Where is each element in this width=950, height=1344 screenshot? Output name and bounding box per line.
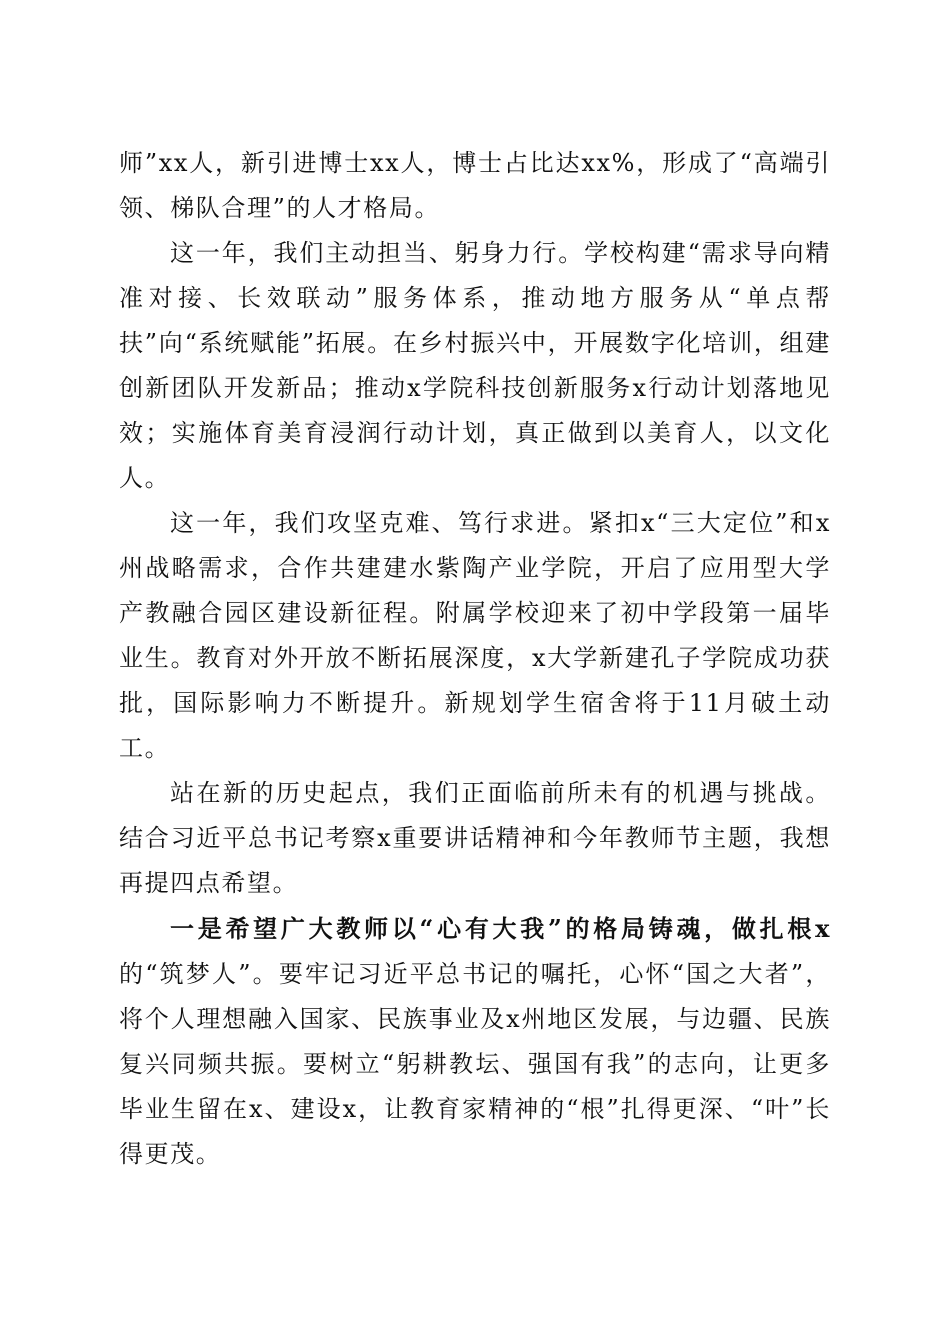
paragraph-service bbox=[119, 231, 831, 501]
text-line: 第一届毕业生。教育对外开放不断拓展深度，x大学新建孔子 bbox=[119, 599, 831, 672]
text-line: 月破土动工。 bbox=[119, 689, 831, 762]
text-line: 师”xx人，新引进博士xx人，博士占比达xx%，形成了“高 bbox=[119, 149, 780, 177]
paragraph-talent bbox=[119, 141, 831, 231]
text-line: 端引领、梯队合理”的人才格局。 bbox=[119, 149, 832, 222]
text-line: 这一年，我们攻坚克难、笃行求进。紧扣x“三大定 bbox=[170, 509, 750, 537]
paragraph-outlook bbox=[119, 771, 831, 906]
text-line: 的“筑梦人”。要牢记习近平总书记的嘱托，心怀“国之大 bbox=[119, 960, 765, 988]
text-line: 用型大学产教融合园区建设新征程。附属学校迎来了初中学段 bbox=[119, 554, 831, 627]
text-line: 组建创新团队开发新品；推动x学院科技创新服务x行动计划 bbox=[119, 329, 831, 402]
text-line: 以文化人。 bbox=[119, 419, 831, 492]
text-line: 这一年，我们主动担当、躬身力行。学校构建“需求导向 bbox=[170, 239, 806, 267]
paragraph-lead-text: 一是希望广大教师以“心有大我”的格局铸魂，做扎根x bbox=[170, 914, 831, 943]
text-line: 更深、“叶”长得更茂。 bbox=[119, 1095, 831, 1168]
text-line: 学院成功获批，国际影响力不断提升。新规划学生宿舍将于11 bbox=[119, 644, 831, 717]
text-line: 者”，将个人理想融入国家、民族事业及x州地区发展，与边 bbox=[119, 960, 831, 1033]
paragraph-hope-one bbox=[119, 906, 831, 1177]
text-line: 落地见效；实施体育美育浸润行动计划，真正做到以美育人， bbox=[119, 374, 831, 447]
document-page bbox=[119, 141, 831, 1177]
paragraph-progress bbox=[119, 501, 831, 771]
text-line: 扶”向“系统赋能”拓展。在乡村振兴中，开展数字化培训， bbox=[119, 329, 780, 357]
text-line: 站在新的历史起点，我们正面临前所未有的机遇与挑战。 bbox=[170, 779, 831, 807]
text-line: 想再提四点希望。 bbox=[119, 824, 831, 897]
text-line: 疆、民族复兴同频共振。要树立“躬耕教坛、强国有我”的志 bbox=[119, 1005, 831, 1078]
text-line: 向，让更多毕业生留在x、建设x，让教育家精神的“根”扎得 bbox=[119, 1050, 831, 1123]
text-line: 精准对接、长效联动”服务体系，推动地方服务从“单点帮 bbox=[119, 239, 831, 312]
text-line: 结合习近平总书记考察x重要讲话精神和今年教师节主题，我 bbox=[119, 824, 806, 852]
text-line: 位”和x州战略需求，合作共建建水紫陶产业学院，开启了应 bbox=[119, 509, 831, 582]
